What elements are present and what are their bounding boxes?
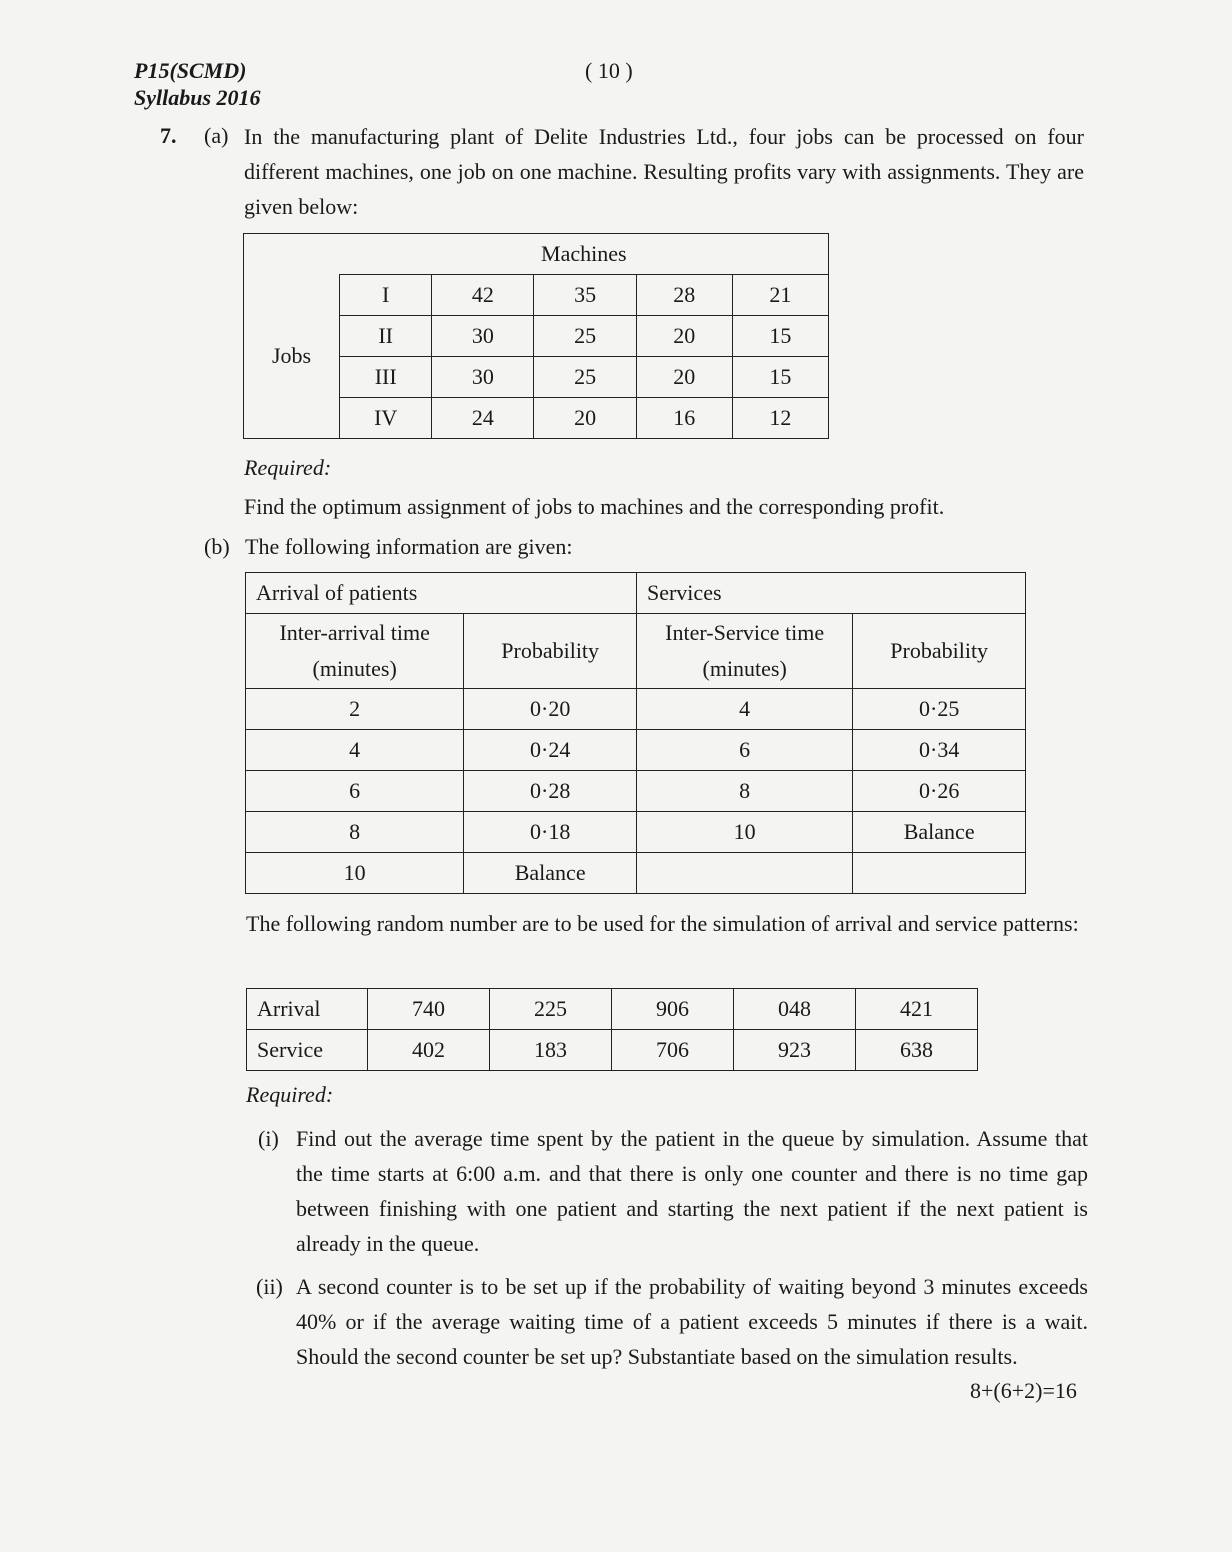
profit-cell: 15	[732, 357, 828, 398]
arrival-header: Arrival of patients	[246, 573, 637, 614]
random-cell: 706	[612, 1030, 734, 1071]
random-cell: 048	[734, 989, 856, 1030]
profit-cell: 42	[432, 275, 534, 316]
profit-cell: 15	[732, 316, 828, 357]
job-label: I	[340, 275, 432, 316]
profit-cell: 12	[732, 398, 828, 439]
required-label-a: Required:	[244, 455, 332, 480]
profit-cell: 25	[534, 316, 636, 357]
arrival-time-cell: 6	[246, 771, 464, 812]
required-label-b: Required:	[246, 1082, 334, 1107]
service-probability-header: Probability	[853, 614, 1026, 689]
service-prob-cell	[853, 853, 1026, 894]
table-row	[247, 1030, 978, 1071]
random-cell: 402	[368, 1030, 490, 1071]
inter-service-header	[636, 614, 852, 689]
inter-service-unit: (minutes)	[702, 656, 787, 681]
service-label: Service	[247, 1030, 368, 1071]
profit-cell: 35	[534, 275, 636, 316]
profit-table	[243, 233, 829, 439]
service-time-cell: 8	[636, 771, 852, 812]
table-row	[246, 730, 1026, 771]
part-b-label: (b)	[204, 534, 230, 559]
inter-arrival-header	[246, 614, 464, 689]
sub-question-ii-label: (ii)	[256, 1274, 283, 1299]
job-label: III	[340, 357, 432, 398]
arrival-prob-cell: 0·20	[464, 689, 637, 730]
arrival-prob-cell: Balance	[464, 853, 637, 894]
service-prob-cell: 0·26	[853, 771, 1026, 812]
machines-header: Machines	[340, 234, 829, 275]
random-numbers-table	[246, 988, 978, 1071]
service-prob-cell: Balance	[853, 812, 1026, 853]
part-b-intro: The following information are given:	[245, 534, 573, 559]
sub-question-i-label: (i)	[258, 1126, 279, 1151]
profit-cell: 20	[534, 398, 636, 439]
random-cell: 906	[612, 989, 734, 1030]
profit-cell: 30	[432, 316, 534, 357]
arrival-time-cell: 10	[246, 853, 464, 894]
profit-cell: 28	[636, 275, 732, 316]
service-time-cell: 6	[636, 730, 852, 771]
required-text-a: Find the optimum assignment of jobs to machines and the corresponding profit.	[244, 494, 945, 519]
table-row	[246, 689, 1026, 730]
profit-cell: 30	[432, 357, 534, 398]
arrival-label: Arrival	[247, 989, 368, 1030]
service-time-cell	[636, 853, 852, 894]
random-cell: 225	[490, 989, 612, 1030]
profit-cell: 25	[534, 357, 636, 398]
job-label: II	[340, 316, 432, 357]
arrival-time-cell: 8	[246, 812, 464, 853]
paper-code: P15(SCMD)	[134, 58, 247, 83]
jobs-header: Jobs	[244, 275, 340, 439]
inter-arrival-label: Inter-arrival time	[279, 620, 430, 645]
job-label: IV	[340, 398, 432, 439]
inter-service-label: Inter-Service time	[665, 620, 825, 645]
profit-cell: 21	[732, 275, 828, 316]
random-cell: 421	[856, 989, 978, 1030]
arrival-prob-cell: 0·18	[464, 812, 637, 853]
arrival-prob-cell: 0·28	[464, 771, 637, 812]
profit-cell: 24	[432, 398, 534, 439]
service-time-cell: 4	[636, 689, 852, 730]
profit-cell: 20	[636, 316, 732, 357]
random-numbers-text: The following random number are to be used for the simulation of arrival and service patterns:	[246, 911, 1079, 936]
table-row	[246, 812, 1026, 853]
marks-allocation: 8+(6+2)=16	[970, 1378, 1077, 1403]
page-number: ( 10 )	[585, 58, 633, 83]
service-prob-cell: 0·25	[853, 689, 1026, 730]
arrival-probability-header: Probability	[464, 614, 637, 689]
services-header: Services	[636, 573, 1025, 614]
random-cell: 183	[490, 1030, 612, 1071]
arrival-prob-cell: 0·24	[464, 730, 637, 771]
sub-question-ii-text: A second counter is to be set up if the probability of waiting beyond 3 minutes exceeds 40% or if the average waiting time of a patient exceeds 5 minutes if there is a wait. Should the second counter be set up? Substantiate based on the simulation results.	[296, 1274, 1088, 1369]
question-number: 7.	[160, 123, 177, 148]
arrival-time-cell: 2	[246, 689, 464, 730]
table-row	[247, 989, 978, 1030]
random-cell: 923	[734, 1030, 856, 1071]
table-row	[246, 853, 1026, 894]
random-cell: 638	[856, 1030, 978, 1071]
inter-arrival-unit: (minutes)	[312, 656, 397, 681]
arrival-time-cell: 4	[246, 730, 464, 771]
service-prob-cell: 0·34	[853, 730, 1026, 771]
profit-cell: 16	[636, 398, 732, 439]
random-cell: 740	[368, 989, 490, 1030]
table-corner	[244, 234, 340, 275]
arrival-service-table	[245, 572, 1026, 894]
syllabus-label: Syllabus 2016	[134, 85, 261, 110]
profit-cell: 20	[636, 357, 732, 398]
sub-question-i-text: Find out the average time spent by the patient in the queue by simulation. Assume that the time starts at 6:00 a.m. and that there is only one counter and there is no time gap between finishing with one patient and starting the next patient if the next patient is already in the queue.	[296, 1126, 1088, 1256]
part-a-text: In the manufacturing plant of Delite Industries Ltd., four jobs can be processed on four different machines, one job on one machine. Resulting profits vary with assignments. They are given below:	[244, 124, 1084, 219]
table-row	[244, 275, 829, 316]
table-row	[246, 771, 1026, 812]
service-time-cell: 10	[636, 812, 852, 853]
part-a-label: (a)	[204, 123, 229, 148]
